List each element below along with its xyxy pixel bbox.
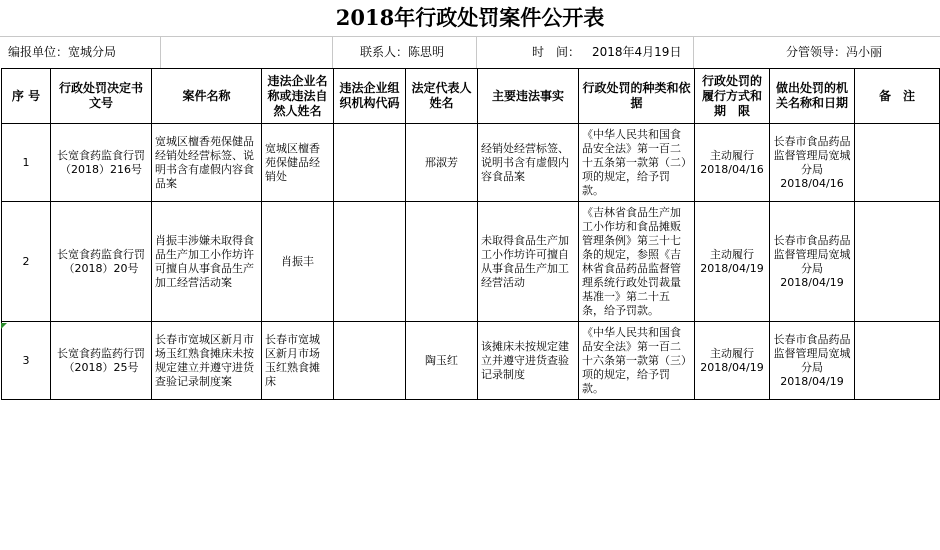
cell-fact: 该摊床未按规定建立并遵守进货查验记录制度 xyxy=(478,322,579,400)
cell-fact: 未取得食品生产加工小作坊许可擅自从事食品生产加工经营活动 xyxy=(478,202,579,322)
cell-note xyxy=(855,322,940,400)
header-cell: 主要违法事实 xyxy=(478,69,579,124)
header-cell: 备 注 xyxy=(855,69,940,124)
cell-authority: 长春市食品药品监督管理局宽城分局2018/04/19 xyxy=(770,202,855,322)
cell-representative xyxy=(406,202,478,322)
header-cell: 行政处罚的履行方式和期 限 xyxy=(695,69,770,124)
page-title: 2018年行政处罚案件公开表 xyxy=(335,5,605,30)
cell-org-code xyxy=(334,322,406,400)
cell-party: 肖振丰 xyxy=(262,202,334,322)
cell-no: 3 xyxy=(2,322,51,400)
cell-org-code xyxy=(334,202,406,322)
header-cell: 法定代表人姓名 xyxy=(406,69,478,124)
cell-case-name: 长春市宽城区新月市场玉红熟食摊床未按规定建立并遵守进货查验记录制度案 xyxy=(152,322,262,400)
report-date: 2018年4月19日 xyxy=(592,45,682,59)
header-row xyxy=(2,69,940,124)
header-cell: 做出处罚的机关名称和日期 xyxy=(770,69,855,124)
gridline xyxy=(693,36,694,68)
table-row xyxy=(2,124,940,202)
gridline xyxy=(160,36,161,68)
cell-note xyxy=(855,124,940,202)
gridline xyxy=(332,36,333,68)
time-label: 时 间： xyxy=(532,45,581,59)
cell-representative: 陶玉红 xyxy=(406,322,478,400)
header-cell: 违法企业组织机构代码 xyxy=(334,69,406,124)
cell-basis: 《中华人民共和国食品安全法》第一百二十五条第一款第（二）项的规定，给予罚款。 xyxy=(579,124,695,202)
cell-performance: 主动履行2018/04/19 xyxy=(695,202,770,322)
cell-case-name: 宽城区檀香苑保健品经销处经营标签、说明书含有虚假内容食品案 xyxy=(152,124,262,202)
comment-indicator-icon xyxy=(1,323,7,329)
cell-performance: 主动履行2018/04/16 xyxy=(695,124,770,202)
header-cell: 案件名称 xyxy=(152,69,262,124)
table-row xyxy=(2,202,940,322)
cell-party: 宽城区檀香苑保健品经销处 xyxy=(262,124,334,202)
header-cell: 行政处罚的种类和依据 xyxy=(579,69,695,124)
cell-doc-number: 长宽食药监药行罚（2018）25号 xyxy=(51,322,152,400)
cell-case-name: 肖振丰涉嫌未取得食品生产加工小作坊许可擅自从事食品生产加工经营活动案 xyxy=(152,202,262,322)
supervising-leader: 分管领导：冯小丽 xyxy=(786,45,883,59)
cell-party: 长春市宽城区新月市场玉红熟食摊床 xyxy=(262,322,334,400)
cell-doc-number: 长宽食药监食行罚（2018）20号 xyxy=(51,202,152,322)
cell-basis: 《中华人民共和国食品安全法》第一百二十六条第一款第（三）项的规定，给予罚款。 xyxy=(579,322,695,400)
cell-basis: 《吉林省食品生产加工小作坊和食品摊贩管理条例》第三十七条的规定，参照《吉林省食品药品监督管理系统行政处罚裁量基准一》第二十五条，给予罚款。 xyxy=(579,202,695,322)
cell-no: 2 xyxy=(2,202,51,322)
cell-authority: 长春市食品药品监督管理局宽城分局2018/04/16 xyxy=(770,124,855,202)
cell-fact: 经销处经营标签、说明书含有虚假内容食品案 xyxy=(478,124,579,202)
cell-no: 1 xyxy=(2,124,51,202)
cell-org-code xyxy=(334,124,406,202)
header-cell: 违法企业名称或违法自然人姓名 xyxy=(262,69,334,124)
table-row xyxy=(2,322,940,400)
contact-person: 联系人：陈思明 xyxy=(360,45,445,59)
cell-authority: 长春市食品药品监督管理局宽城分局2018/04/19 xyxy=(770,322,855,400)
cell-doc-number: 长宽食药监食行罚（2018）216号 xyxy=(51,124,152,202)
cell-representative: 邢淑芳 xyxy=(406,124,478,202)
header-cell: 序 号 xyxy=(2,69,51,124)
reporting-unit: 编报单位：宽城分局 xyxy=(8,45,117,59)
cell-note xyxy=(855,202,940,322)
header-cell: 行政处罚决定书文号 xyxy=(51,69,152,124)
cell-performance: 主动履行2018/04/19 xyxy=(695,322,770,400)
gridline xyxy=(476,36,477,68)
penalty-table xyxy=(1,68,940,400)
